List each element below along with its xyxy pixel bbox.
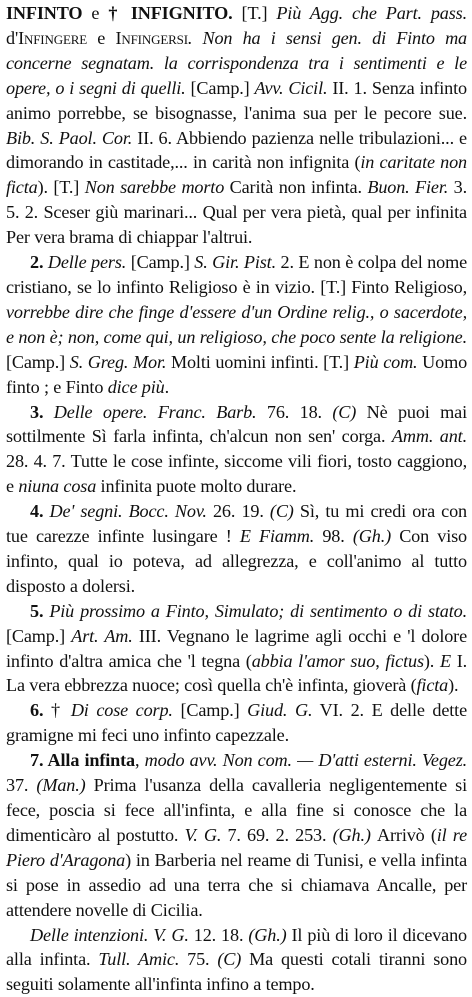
source-citation: Avv. Cicil. [254,77,328,98]
headword: INFINTO [6,3,83,23]
quotation: Vegnano le lagrime agli occhi e 'l dolore infinto d'altra amica che 'l tegna ( [6,625,467,671]
dagger-mark: † [50,700,71,721]
quotation: Senza infinto animo porrebbe, se bisognasse, l'anima sua per le pecore sue. [6,77,467,123]
dagger-mark: † [108,3,131,23]
quotation-end: ). [448,675,459,696]
example-text: Finto Religioso, [351,276,468,297]
sense-number: 2. [30,252,48,273]
quotation: Abbiendo pazienza nelle tribulazioni... e dimorando in castitade,... in carità non infignita ( [6,127,467,173]
source-ref: 26. 19. [206,501,270,522]
tag-camp: [Camp.] [172,700,248,721]
sense-label: Delle pers. [47,252,127,273]
example-italic: Non sarebbe morto [84,177,225,198]
sense-number: 7. [30,750,48,771]
sense-8 [6,923,467,997]
example-text: Carità non infinta. [224,177,368,198]
phrase-headword: Alla infinta [47,750,135,771]
sense-2 [6,250,467,399]
source-citation: Amm. ant. [391,426,467,447]
source-citation: V. G. [184,824,222,845]
usage-note: Più com. [353,351,418,372]
etymology-prefix: d' [6,27,19,48]
quotation: infinita puote molto durare. [96,476,297,497]
source-citation: Giud. G. [247,700,313,721]
source-citation: Buon. Fier. [367,177,449,198]
source-citation: E Fiamm. [239,526,315,547]
quotation: Prima l'usanza della cavalleria negligentemente si fece, poscia si fece all'infinta, e alla fine si conosce che la dimenticàro al postutto. [6,775,468,845]
quotation: Sceser giù marinari... Qual per vera pietà, qual per infinita Per vera brama di chiappar l'altrui. [6,202,467,248]
tag-gh: (Gh.) [248,924,292,945]
quotation: Nè puoi mai sottilmente Sì farla infinta, ch'alcun non sen' corga. [6,401,467,447]
grammar-note: Più Agg. che Part. pass. [276,3,468,23]
quotation-italic: niuna cosa [18,476,97,497]
source-citation: Vegez. [416,750,468,771]
quotation: E delle dette gramigne mi feci uno infinto capezzale. [6,700,467,746]
punctuation: . [164,376,169,397]
tag-tommaseo: [T.] [323,351,354,372]
sense-label: De' segni. [49,501,123,522]
latin-gloss: ficta [416,675,449,696]
source-citation: S. Greg. Mor. [69,351,167,372]
source-ref: 28. 4. 7. [6,451,71,472]
sense-number: 5. [30,600,50,621]
sense-label: Più prossimo a Finto, Simulato; di sentimento o di stato. [49,600,467,621]
tag-gh: (Gh.) [332,824,378,845]
source-citation: Tull. Amic. [98,949,180,970]
source-citation: Bib. S. Paol. Cor. [6,127,133,148]
sense-label: modo avv. Non com. — D'atti esterni. [144,750,417,771]
tag-crusca: (C) [217,949,250,970]
tag-crusca: (C) [269,501,300,522]
sense-3 [6,400,467,500]
editorial-comment: vorrebbe dire che finge d'essere d'un Ordine relig., o sacerdote, e non è; non, come qui, un religioso, che poco sente la religione. [6,301,467,347]
source-citation: S. Gir. Pist. [194,252,276,273]
sense-number: 4. [30,501,50,522]
tag-camp: [Camp.] [6,351,70,372]
sense-label: Delle opere. [53,401,148,422]
sense-number: 6. [30,700,51,721]
quotation: E non è colpa del nome cristiano, se lo infinto Religioso è in vizio. [6,252,467,297]
source-ref: II. 1. [327,77,372,98]
quotation: Il più di loro il dicevano alla infinta. [6,924,467,970]
quotation-end: ). [37,177,54,198]
usage-note: dice più [107,376,165,397]
conjunction: e [82,3,109,23]
source-citation: Franc. Barb. [147,401,257,422]
latin-gloss: fictus [385,650,424,671]
source-citation: V. G. [148,924,189,945]
source-ref: 75. [179,949,218,970]
source-ref: I. [450,650,468,671]
tag-tommaseo: [T.] [53,177,85,198]
quotation: , [375,650,386,671]
definition-note: . Non ha i sensi gen. di Finto ma concerne segnatam. la corrispondenza tra i sentimenti e le opere, o i segni di quelli. [6,27,467,98]
quotation: Sì, tu mi credi ora con tue carezze infinte lusingare ! [6,501,467,547]
source-ref: 7. 69. 2. 253. [221,824,333,845]
entry-infinto [6,1,467,250]
example-text: Uomo finto ; e Finto [6,351,468,397]
quotation-italic: il re Piero d'Aragona [6,824,467,870]
quotation: Molti uomini infinti. [166,351,324,372]
punctuation: , [134,750,145,771]
etymology-verb-1: Infingere [18,27,88,48]
source-ref: 12. 18. [188,924,249,945]
tag-crusca: (C) [332,401,367,422]
quotation: La vera ebbrezza nuoce; così quella ch'è infinta, gioverà ( [6,675,417,696]
quotation: Tutte le cose infinte, siccome vili fiori, tosto caggiono, e [6,451,468,497]
headword-variant: INFIGNITO. [130,3,233,23]
sense-label: Delle intenzioni. [30,924,149,945]
source-ref: VI. 2. [312,700,372,721]
source-citation: Bocc. Nov. [122,501,207,522]
etymology-verb-2: Infingersi [115,27,188,48]
quotation-italic: abbia l'amor suo [251,650,376,671]
sense-6 [6,698,467,748]
quotation: ) in Barberia nel reame di Tunisi, e vella infinta si pose in assedio ad una terra che si chiamava Ancalle, per attendere novelle di Cicilia. [6,849,467,920]
etymology-conj: e [87,27,116,48]
tag-camp: [Camp.] [126,252,195,273]
tag-camp: [Camp.] [185,77,255,98]
source-ref: 76. 18. [256,401,333,422]
quotation: ). [423,650,440,671]
source-ref: 37. [6,775,37,796]
tag-camp: [Camp.] [6,625,72,646]
latin-gloss: in caritate non ficta [6,152,467,198]
sense-5 [6,599,467,699]
quotation: Ma questi cotali tiranni sono seguiti solamente all'infinta infino a tempo. [6,949,467,995]
sense-7 [6,748,467,922]
quotation: Arrivò ( [377,824,437,845]
sense-label: Di cose corp. [70,700,173,721]
source-ref: III. [132,625,167,646]
tag-tommaseo: [T.] [320,276,352,297]
source-ref: 3. 5. 2. [6,177,467,223]
source-citation: Art. Am. [71,625,133,646]
tag-man: (Man.) [36,775,94,796]
source-citation: E [439,650,451,671]
source-ref: 2. [276,252,299,273]
tag-tommaseo: [T.] [232,3,277,23]
source-ref: 98. [314,526,353,547]
quotation: Con viso infinto, qual io poteva, ad allegrezza, e coll'animo al tutto disposto a dolersi. [6,526,467,596]
sense-4 [6,499,467,599]
tag-gh: (Gh.) [352,526,400,547]
sense-number: 3. [30,401,54,422]
source-ref: II. 6. [132,127,176,148]
